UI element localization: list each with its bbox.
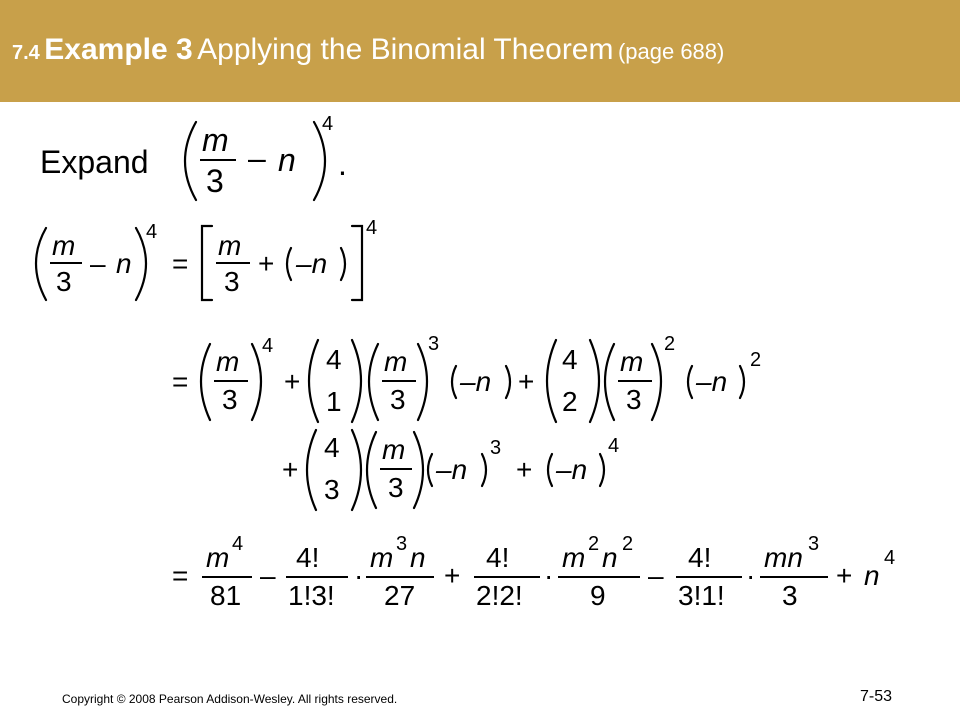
right-paren [600, 454, 604, 486]
denominator: 3 [390, 384, 406, 415]
period: . [338, 146, 347, 182]
right-paren [352, 430, 361, 510]
variable-n: n [116, 248, 132, 279]
fraction-bar [382, 380, 416, 382]
fraction-bar [214, 380, 248, 382]
section-number: 7.4 [12, 42, 40, 64]
copyright-notice: Copyright © 2008 Pearson Addison-Wesley. All rights reserved. [62, 692, 398, 706]
denominator: 81 [210, 580, 242, 611]
fraction-bar [474, 576, 540, 578]
plus-sign: + [518, 366, 535, 397]
numerator: m [52, 230, 76, 261]
variable-n: n [864, 560, 880, 591]
coefficient-numerator: 4! [688, 542, 712, 573]
expand-label: Expand [40, 144, 149, 180]
denominator: 27 [384, 580, 416, 611]
fraction-bar [676, 576, 742, 578]
numerator: m [620, 346, 644, 377]
left-paren [287, 248, 291, 280]
multiply-dot: · [544, 560, 554, 591]
negative-n: –n [460, 366, 492, 397]
plus-sign: + [284, 366, 301, 397]
numerator: m [202, 122, 229, 158]
left-paren [547, 340, 556, 422]
left-paren [185, 122, 196, 200]
fraction-bar [558, 576, 640, 578]
title-text: Applying the Binomial Theorem [197, 33, 614, 66]
binomial-bottom: 1 [326, 386, 342, 417]
right-paren [414, 432, 423, 508]
exponent: 4 [146, 221, 158, 243]
fraction-bar [50, 262, 82, 264]
binomial-top: 4 [326, 344, 342, 375]
slide-number: 7-53 [860, 688, 893, 705]
plus-sign: + [836, 560, 853, 591]
plus-sign: + [444, 560, 461, 591]
coefficient-denominator: 2!2! [476, 580, 523, 611]
minus-sign: – [648, 560, 664, 591]
equals-sign: = [172, 560, 189, 591]
plus-sign: + [258, 248, 275, 279]
exponent: 2 [750, 349, 762, 371]
exponent: 4 [366, 217, 378, 239]
exponent: 3 [490, 437, 502, 459]
left-paren [428, 454, 432, 486]
numerator: m [382, 434, 406, 465]
left-paren [369, 344, 378, 420]
right-paren [418, 344, 427, 420]
variable-n: n [278, 142, 296, 178]
right-paren [252, 344, 261, 420]
left-paren [605, 344, 614, 420]
numerator: m [562, 542, 586, 573]
numerator: n [410, 542, 426, 573]
exponent: 3 [428, 333, 440, 355]
minus-sign: – [260, 560, 276, 591]
minus-sign: – [90, 248, 106, 279]
left-paren [548, 454, 552, 486]
coefficient-numerator: 4! [296, 542, 320, 573]
numerator: m [370, 542, 394, 573]
left-paren [309, 340, 318, 422]
coefficient-denominator: 1!3! [288, 580, 335, 611]
right-paren [341, 248, 345, 280]
exponent: 2 [588, 533, 600, 555]
multiply-dot: · [354, 560, 364, 591]
numerator: mn [764, 542, 803, 573]
right-bracket [352, 226, 362, 300]
right-paren [482, 454, 486, 486]
multiply-dot: · [746, 560, 756, 591]
denominator: 3 [206, 163, 224, 199]
exponent: 2 [622, 533, 634, 555]
negative-n: –n [556, 454, 588, 485]
binomial-bottom: 3 [324, 474, 340, 505]
fraction-bar [200, 159, 236, 161]
numerator: m [218, 230, 242, 261]
right-paren [740, 366, 744, 398]
left-paren [688, 366, 692, 398]
negative-n: –n [696, 366, 728, 397]
coefficient-denominator: 3!1! [678, 580, 725, 611]
exponent: 4 [322, 113, 334, 135]
exponent: 4 [262, 335, 274, 357]
left-bracket [202, 226, 212, 300]
coefficient-numerator: 4! [486, 542, 510, 573]
denominator: 3 [224, 266, 240, 297]
negative-n: –n [296, 248, 328, 279]
fraction-bar [366, 576, 434, 578]
fraction-bar [760, 576, 828, 578]
fraction-bar [380, 468, 412, 470]
exponent: 4 [884, 547, 896, 569]
left-paren [367, 432, 376, 508]
denominator: 9 [590, 580, 606, 611]
left-paren [452, 366, 456, 398]
right-paren [506, 366, 510, 398]
page-reference: (page 688) [617, 39, 725, 64]
denominator: 3 [782, 580, 798, 611]
example-label: Example 3 [44, 33, 193, 66]
right-paren [652, 344, 661, 420]
fraction-bar [286, 576, 348, 578]
plus-sign: + [516, 454, 533, 485]
left-paren [307, 430, 316, 510]
fraction-bar [618, 380, 652, 382]
exponent: 3 [396, 533, 408, 555]
binomial-top: 4 [324, 432, 340, 463]
denominator: 3 [388, 472, 404, 503]
right-paren [590, 340, 599, 422]
right-paren [136, 228, 146, 300]
exponent: 2 [664, 333, 676, 355]
fraction-bar [202, 576, 252, 578]
right-paren [352, 340, 361, 422]
denominator: 3 [626, 384, 642, 415]
minus-sign: – [248, 140, 266, 176]
exponent: 4 [232, 533, 244, 555]
plus-sign: + [282, 454, 299, 485]
exponent: 4 [608, 435, 620, 457]
numerator: m [384, 346, 408, 377]
denominator: 3 [56, 266, 72, 297]
numerator: m [216, 346, 240, 377]
left-paren [36, 228, 46, 300]
left-paren [201, 344, 210, 420]
fraction-bar [216, 262, 250, 264]
denominator: 3 [222, 384, 238, 415]
binomial-bottom: 2 [562, 386, 578, 417]
numerator: n [602, 542, 618, 573]
binomial-top: 4 [562, 344, 578, 375]
negative-n: –n [436, 454, 468, 485]
exponent: 3 [808, 533, 820, 555]
numerator: m [206, 542, 230, 573]
equals-sign: = [172, 366, 189, 397]
equals-sign: = [172, 248, 189, 279]
